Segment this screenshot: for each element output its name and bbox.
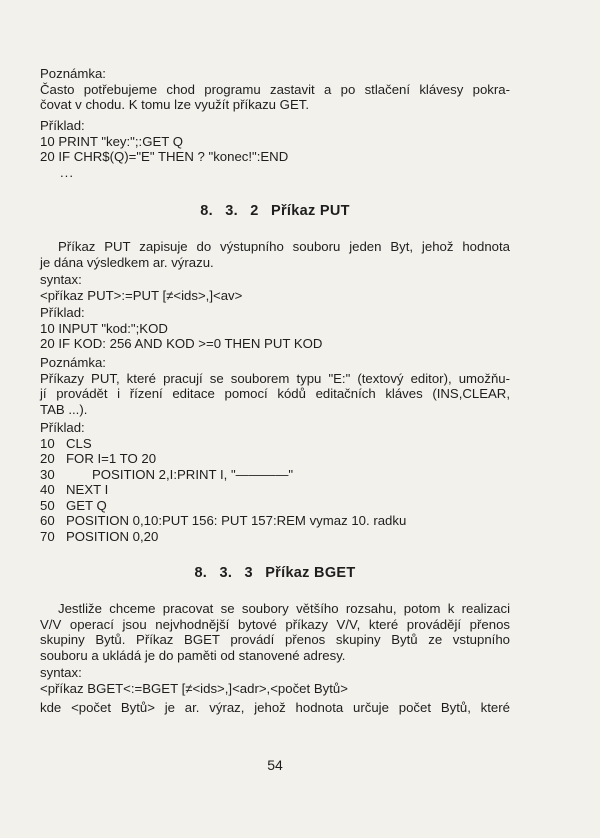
section-title: Příkaz BGET — [265, 565, 356, 581]
code-text: NEXT I — [66, 482, 109, 497]
note-text-line: Příkazy PUT, které pracují se souborem typu "E:" (textový editor), umožňu- — [40, 370, 510, 386]
paragraph — [40, 239, 510, 270]
line-number: 30 — [40, 466, 55, 482]
example-label: Příklad: — [40, 305, 85, 320]
paragraph — [40, 700, 510, 716]
code-row — [40, 498, 510, 514]
code-row — [40, 529, 510, 545]
paragraph-line: V/V operací jsou nejvhodnější bytové příkazy V/V, které provádějí přenos — [40, 616, 510, 632]
syntax-line: <příkaz PUT>:=PUT [≠<ids>,]<av> — [40, 287, 243, 303]
syntax-line: <příkaz BGET<:=BGET [≠<ids>,]<adr>,<počet Bytů> — [40, 680, 348, 696]
code-ellipsis: ... — [60, 164, 74, 180]
line-number: 40 — [40, 482, 55, 497]
note-text-line: TAB ...). — [40, 401, 88, 417]
code-text: FOR I=1 TO 20 — [66, 451, 157, 466]
code-row — [40, 467, 510, 483]
syntax-block — [40, 665, 510, 696]
note-text-line: jí provádět i řízení editace pomocí kódů editačních kláves (INS,CLEAR, — [40, 386, 510, 401]
code-line: 20 IF KOD: 256 AND KOD >=0 THEN PUT KOD — [40, 336, 323, 351]
code-line: 10 PRINT "key:";:GET Q — [40, 133, 183, 149]
note-text-line: čovat v chodu. K tomu lze využít příkazu GET. — [40, 97, 309, 112]
code-row — [40, 513, 510, 529]
example-block — [40, 118, 510, 180]
syntax-label: syntax: — [40, 665, 82, 680]
code-row — [40, 451, 510, 467]
example-label: Příklad: — [40, 420, 85, 435]
code-text: POSITION 0,20 — [66, 528, 159, 544]
paragraph-line: Příkaz PUT zapisuje do výstupního souboru jeden Byt, jehož hodnota — [58, 239, 510, 254]
paragraph — [40, 601, 510, 663]
line-number: 50 — [40, 497, 55, 513]
section-heading — [40, 204, 510, 220]
paragraph-line: kde <počet Bytů> je ar. výraz, jehož hodnota určuje počet Bytů, které — [40, 700, 510, 715]
code-row — [40, 436, 510, 452]
paragraph-line: skupiny Bytů. Příkaz BGET provádí přenos skupiny Bytů ze vstupního — [40, 632, 510, 647]
paragraph-line: je dána výsledkem ar. výrazu. — [40, 254, 214, 270]
note-text-line: Často potřebujeme chod programu zastavit a po stlačení klávesy pokra- — [40, 81, 510, 97]
code-line: 10 INPUT "kod:";KOD — [40, 320, 168, 336]
code-line: 20 IF CHR$(Q)="E" THEN ? "konec!":END — [40, 149, 289, 164]
paragraph-line: souboru a ukládá je do paměti od stanovené adresy. — [40, 647, 346, 663]
note-label: Poznámka: — [40, 66, 106, 81]
code-text: CLS — [66, 435, 92, 451]
section-number: 8. 3. 3 — [194, 565, 253, 581]
line-number: 20 — [40, 451, 55, 466]
section-title: Příkaz PUT — [271, 203, 350, 219]
syntax-block — [40, 272, 510, 303]
note-block — [40, 355, 510, 417]
section-number: 8. 3. 2 — [200, 203, 259, 219]
example-label: Příklad: — [40, 118, 85, 133]
section-heading — [40, 566, 510, 582]
example-block — [40, 305, 510, 352]
paragraph-line: Jestliže chceme pracovat se soubory většího rozsahu, potom k realizaci — [58, 601, 510, 616]
line-number: 60 — [40, 513, 55, 528]
page-number: 54 — [267, 757, 283, 773]
code-row — [40, 482, 510, 498]
document-page — [40, 0, 510, 838]
example-block — [40, 420, 510, 544]
note-label: Poznámka: — [40, 355, 106, 370]
line-number: 10 — [40, 435, 55, 451]
code-text: POSITION 2,I:PRINT I, "————" — [92, 466, 294, 482]
line-number: 70 — [40, 528, 55, 544]
note-block — [40, 66, 510, 113]
code-text: GET Q — [66, 497, 107, 513]
syntax-label: syntax: — [40, 272, 82, 287]
code-text: POSITION 0,10:PUT 156: PUT 157:REM vymaz 10. radku — [66, 513, 407, 528]
